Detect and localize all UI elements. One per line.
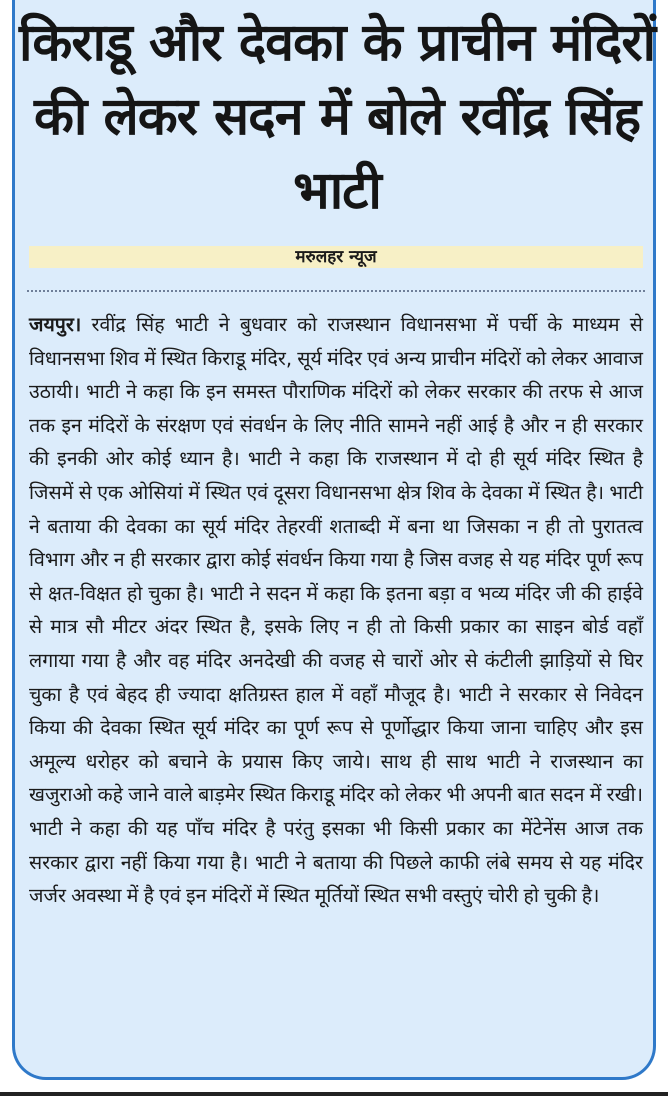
headline: किराडू और देवका के प्राचीन मंदिरों की लेकर सदन में बोले रवींद्र सिंह भाटी [18,13,656,221]
dateline: जयपुर। [29,313,82,336]
news-clipping [12,0,656,1080]
source-byline: मरुलहर न्यूज [29,246,643,268]
page-bottom-rule [0,1092,668,1104]
dotted-divider [27,290,645,292]
article-body-text: रवींद्र सिंह भाटी ने बुधवार को राजस्थान विधानसभा में पर्ची के माध्यम से विधानसभा शिव में स्थित किराडू मंदिर, सूर्य मंदिर एवं अन्य प्राचीन मंदिरों को लेकर आवाज उठायी। भाटी ने कहा कि इन समस्त पौराणिक मंदिरों को लेकर सरकार की तरफ से आज तक इन मंदिरों के संरक्षण एवं संवर्धन के लिए नीति सामने नहीं आई है और न ही सरकार की इनकी ओर कोई ध्यान है। भाटी ने कहा कि राजस्थान में दो ही सूर्य मंदिर स्थित है जिसमें से एक ओसियां में स्थित एवं दूसरा विधानसभा क्षेत्र शिव के देवका में स्थित है। भाटी ने बताया की देवका का सूर्य मंदिर तेहरवीं शताब्दी में बना था जिसका न ही तो पुरातत्व विभाग और न ही सरकार द्वारा कोई संवर्धन किया गया है जिस वजह से यह मंदिर पूर्ण रूप से क्षत-विक्षत हो चुका है। भाटी ने सदन में कहा कि इतना बड़ा व भव्य मंदिर जी की हाईवे से मात्र सौ मीटर अंदर स्थित है, इसके लिए न ही तो किसी प्रकार का साइन बोर्ड वहाँ लगाया गया है और वह मंदिर अनदेखी की वजह से चारों ओर से कंटीली झाड़ियों से घिर चुका है एवं बेहद ही ज्यादा क्षतिग्रस्त हाल में वहाँ मौजूद है। भाटी ने सरकार से निवेदन किया की देवका स्थित सूर्य मंदिर का पूर्ण रूप से पूर्णोद्धार किया जाना चाहिए और इस अमूल्य धरोहर को बचाने के प्रयास किए जाये। साथ ही साथ भाटी ने राजस्थान का खजुराओ कहे जाने वाले बाड़मेर स्थित किराडू मंदिर को लेकर भी अपनी बात सदन में रखी। भाटी ने कहा की यह पाँच मंदिर है परंतु इसका भी किसी प्रकार का मेंटेनेंस आज तक सरकार द्वारा नहीं किया गया है। भाटी ने बताया की पिछले काफी लंबे समय से यह मंदिर जर्जर अवस्था में है एवं इन मंदिरों में स्थित मूर्तियों स्थित सभी वस्तुएं चोरी हो चुकी है। [29,313,643,908]
article-body [29,308,643,913]
